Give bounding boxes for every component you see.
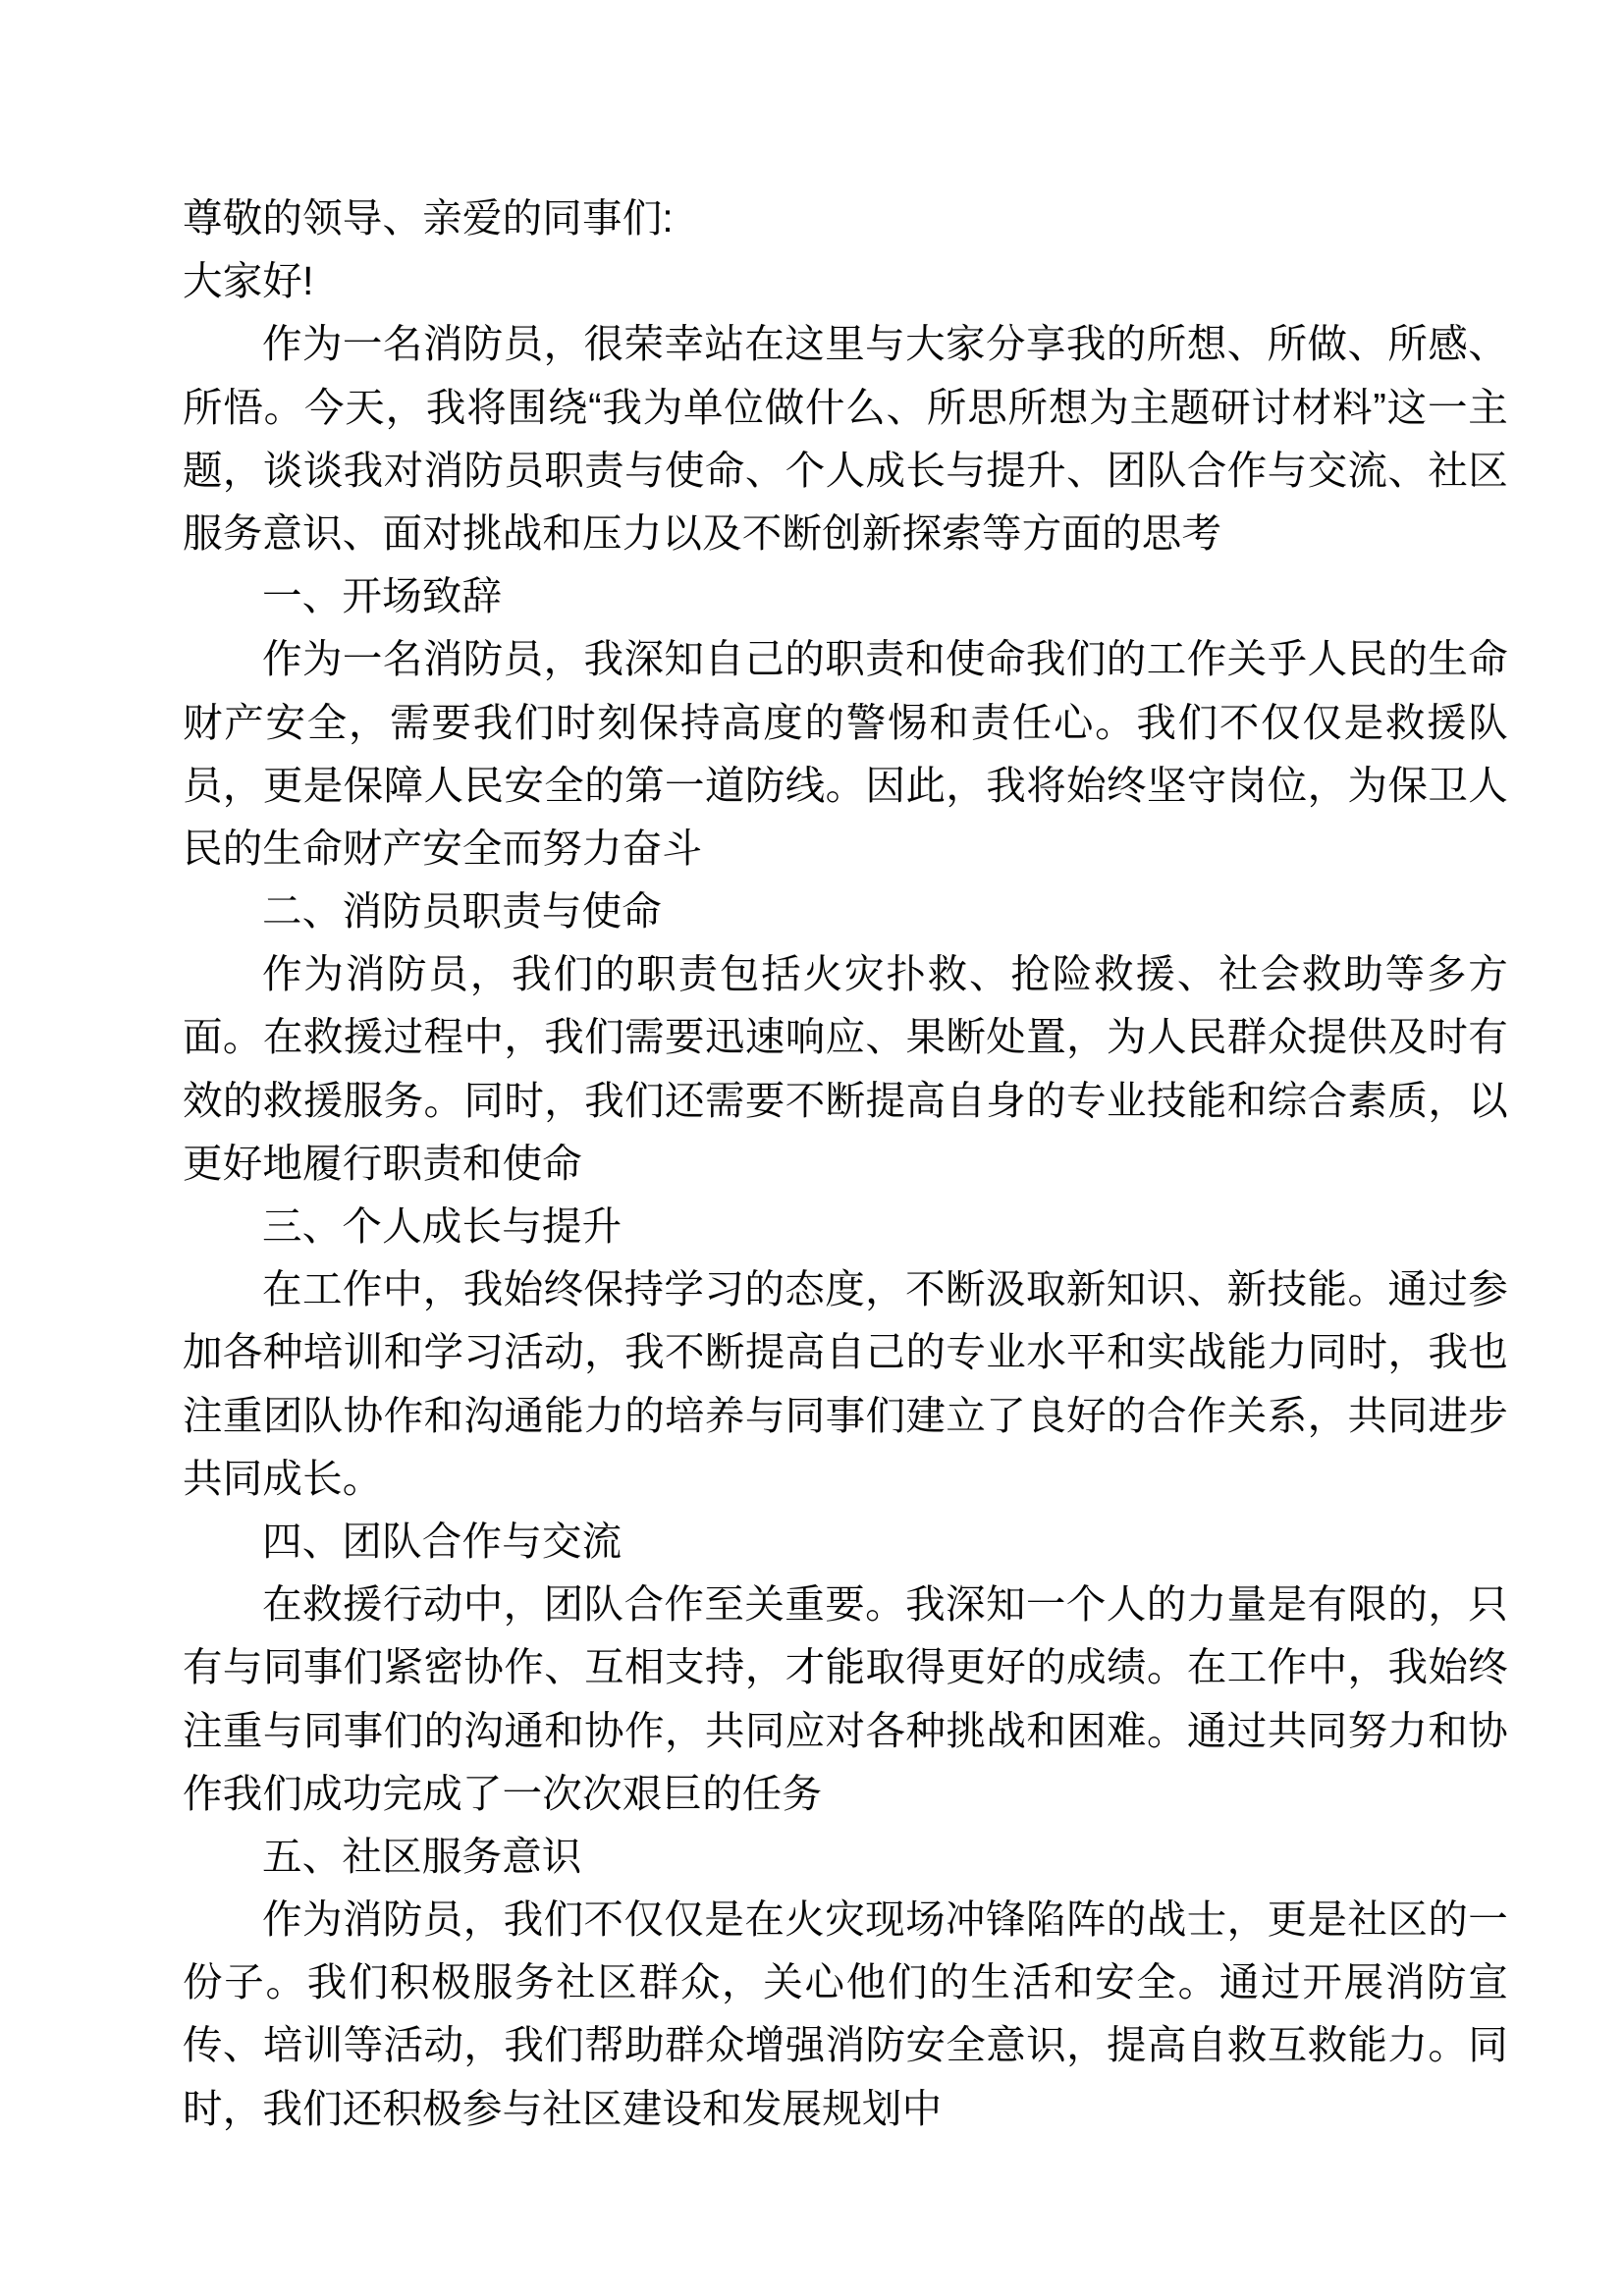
section-3-body: 在工作中，我始终保持学习的态度，不断汲取新知识、新技能。通过参加各种培训和学习活动，我不断提高自己的专业水平和实战能力同时，我也注重团队协作和沟通能力的培养与同事们建立了良好的合作关系，共同进步共同成长。 [183, 1266, 1508, 1501]
section-heading-1: 一、开场致辞 [262, 573, 503, 619]
section-heading-4: 四、团队合作与交流 [262, 1518, 623, 1564]
section-heading-3: 三、个人成长与提升 [262, 1203, 623, 1249]
document-blocks [183, 312, 1508, 2139]
section-heading-2: 二、消防员职责与使命 [262, 888, 662, 934]
greeting-line: 大家好! [183, 258, 314, 304]
salutation-line: 尊敬的领导、亲爱的同事们: [183, 195, 674, 240]
section-heading-5: 五、社区服务意识 [262, 1833, 582, 1879]
intro-paragraph: 作为一名消防员，很荣幸站在这里与大家分享我的所想、所做、所感、所悟。今天，我将围绕“我为单位做什么、所思所想为主题研讨材料”这一主题，谈谈我对消防员职责与使命、个人成长与提升、团队合作与交流、社区服务意识、面对挑战和压力以及不断创新探索等方面的思考 [183, 321, 1508, 556]
section-4-body: 在救援行动中，团队合作至关重要。我深知一个人的力量是有限的，只有与同事们紧密协作、互相支持，才能取得更好的成绩。在工作中，我始终注重与同事们的沟通和协作，共同应对各种挑战和困难。通过共同努力和协作我们成功完成了一次次艰巨的任务 [183, 1581, 1508, 1816]
section-1-body: 作为一名消防员，我深知自己的职责和使命我们的工作关乎人民的生命财产安全，需要我们时刻保持高度的警惕和责任心。我们不仅仅是救援队员，更是保障人民安全的第一道防线。因此，我将始终坚守岗位，为保卫人民的生命财产安全而努力奋斗 [183, 636, 1508, 871]
document-body [183, 187, 1508, 2140]
section-2-body: 作为消防员，我们的职责包括火灾扑救、抢险救援、社会救助等多方面。在救援过程中，我们需要迅速响应、果断处置，为人民群众提供及时有效的救援服务。同时，我们还需要不断提高自身的专业技能和综合素质，以更好地履行职责和使命 [183, 951, 1508, 1186]
section-5-body: 作为消防员，我们不仅仅是在火灾现场冲锋陷阵的战士，更是社区的一份子。我们积极服务社区群众，关心他们的生活和安全。通过开展消防宣传、培训等活动，我们帮助群众增强消防安全意识，提高自救互救能力。同时，我们还积极参与社区建设和发展规划中 [183, 1896, 1508, 2131]
